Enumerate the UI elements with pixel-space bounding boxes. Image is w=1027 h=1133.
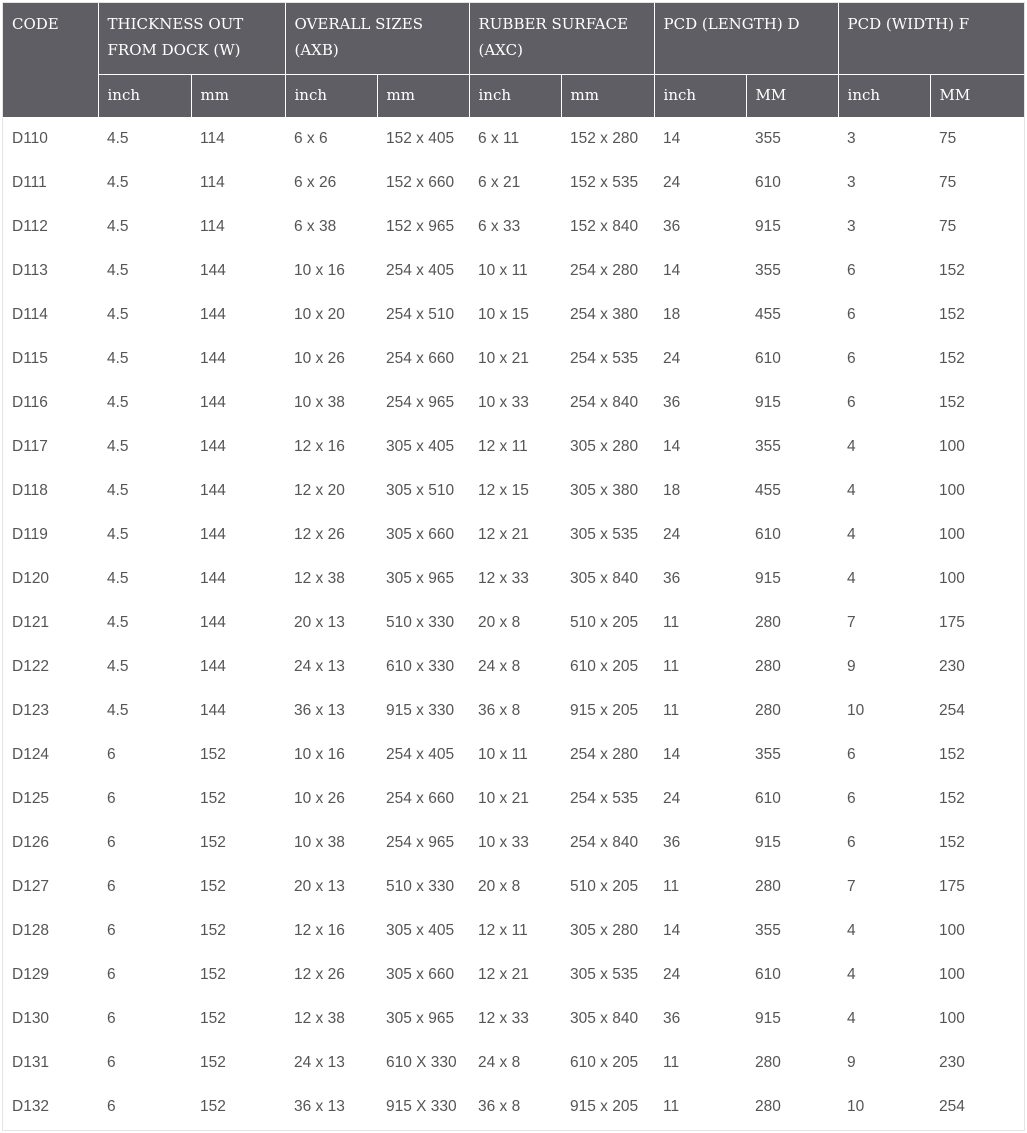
cell-rubber-inch: 6 x 11 <box>478 130 520 147</box>
table-row <box>3 557 1024 601</box>
cell-overall-mm: 254 x 405 <box>386 746 455 763</box>
unit-header: MM <box>746 74 838 117</box>
cell-pcd-width-inch: 6 <box>847 394 856 411</box>
cell-pcd-length-mm: 915 <box>755 218 781 235</box>
cell-pcd-length-mm: 610 <box>755 790 781 807</box>
cell-code: D115 <box>12 350 48 367</box>
cell-overall-inch: 12 x 16 <box>294 438 345 455</box>
cell-pcd-width-mm: 100 <box>939 922 965 939</box>
cell-rubber-mm: 610 x 205 <box>570 1054 639 1071</box>
cell-code: D129 <box>12 966 50 983</box>
cell-pcd-length-inch: 11 <box>663 1054 680 1071</box>
cell-rubber-mm: 510 x 205 <box>570 878 639 895</box>
cell-pcd-width-inch: 4 <box>847 438 856 455</box>
cell-thickness-inch: 6 <box>107 834 116 851</box>
cell-overall-mm: 152 x 660 <box>386 174 455 191</box>
cell-thickness-inch: 6 <box>107 922 116 939</box>
cell-pcd-width-inch: 4 <box>847 570 856 587</box>
cell-pcd-length-inch: 14 <box>663 746 681 763</box>
cell-overall-mm: 610 x 330 <box>386 658 455 675</box>
cell-rubber-inch: 24 x 8 <box>478 658 521 675</box>
table-row <box>3 733 1024 777</box>
cell-pcd-length-inch: 14 <box>663 262 681 279</box>
cell-rubber-inch: 36 x 8 <box>478 1097 521 1115</box>
cell-thickness-inch: 4.5 <box>107 130 129 147</box>
table-row <box>3 117 1024 161</box>
cell-pcd-width-inch: 3 <box>847 218 856 235</box>
cell-pcd-length-inch: 36 <box>663 1010 681 1027</box>
cell-overall-inch: 10 x 38 <box>294 394 345 411</box>
cell-pcd-length-inch: 24 <box>663 526 681 543</box>
unit-header: mm <box>561 74 654 117</box>
cell-pcd-width-mm: 100 <box>939 438 965 455</box>
cell-rubber-inch: 10 x 21 <box>478 350 529 367</box>
cell-pcd-length-mm: 280 <box>755 878 781 895</box>
cell-code: D111 <box>12 174 47 191</box>
cell-pcd-length-inch: 24 <box>663 350 681 367</box>
cell-code: D116 <box>12 394 48 411</box>
header-pcd-length: PCD (LENGTH) D <box>654 3 838 74</box>
cell-overall-inch: 10 x 26 <box>294 790 345 807</box>
cell-pcd-width-mm: 75 <box>939 174 957 191</box>
cell-pcd-length-mm: 610 <box>755 350 781 367</box>
table-container <box>3 3 1024 1128</box>
cell-overall-mm: 254 x 405 <box>386 262 455 279</box>
cell-thickness-inch: 4.5 <box>107 702 129 719</box>
cell-overall-mm: 510 x 330 <box>386 878 455 895</box>
cell-thickness-mm: 144 <box>200 526 226 543</box>
cell-rubber-inch: 10 x 15 <box>478 306 529 323</box>
cell-rubber-inch: 36 x 8 <box>478 702 521 719</box>
cell-pcd-width-inch: 6 <box>847 306 856 323</box>
cell-overall-mm: 152 x 405 <box>386 130 455 147</box>
cell-thickness-inch: 4.5 <box>107 482 129 499</box>
cell-pcd-length-mm: 280 <box>755 1054 781 1071</box>
cell-pcd-width-inch: 4 <box>847 482 856 499</box>
cell-thickness-mm: 152 <box>200 922 226 939</box>
table-body <box>3 117 1024 1128</box>
cell-overall-inch: 12 x 38 <box>294 570 345 587</box>
cell-rubber-inch: 12 x 11 <box>478 922 528 939</box>
cell-pcd-length-mm: 610 <box>755 526 781 543</box>
cell-thickness-inch: 4.5 <box>107 350 129 367</box>
cell-pcd-width-mm: 75 <box>939 130 957 147</box>
cell-pcd-length-inch: 14 <box>663 438 681 455</box>
table-row <box>3 645 1024 689</box>
cell-rubber-inch: 12 x 11 <box>478 438 528 455</box>
cell-rubber-mm: 152 x 840 <box>570 218 639 235</box>
cell-code: D131 <box>12 1054 50 1071</box>
cell-pcd-length-mm: 355 <box>755 262 781 279</box>
cell-thickness-inch: 6 <box>107 966 116 983</box>
unit-header: mm <box>377 74 469 117</box>
cell-pcd-length-inch: 11 <box>663 878 680 895</box>
cell-pcd-length-inch: 11 <box>663 614 680 631</box>
cell-pcd-width-inch: 3 <box>847 174 856 191</box>
cell-code: D124 <box>12 746 50 763</box>
cell-pcd-width-mm: 100 <box>939 570 965 587</box>
cell-overall-mm: 305 x 405 <box>386 922 455 939</box>
cell-thickness-inch: 6 <box>107 1097 116 1115</box>
cell-rubber-mm: 305 x 380 <box>570 482 639 499</box>
cell-overall-inch: 36 x 13 <box>294 702 345 719</box>
cell-pcd-length-mm: 355 <box>755 438 781 455</box>
cell-pcd-width-mm: 152 <box>939 350 965 367</box>
cell-pcd-width-mm: 100 <box>939 1010 965 1027</box>
cell-code: D117 <box>12 438 48 455</box>
cell-pcd-length-mm: 355 <box>755 922 781 939</box>
cell-rubber-mm: 305 x 840 <box>570 1010 639 1027</box>
cell-overall-inch: 36 x 13 <box>294 1097 345 1115</box>
cell-rubber-mm: 152 x 535 <box>570 174 639 191</box>
cell-pcd-width-inch: 4 <box>847 1010 856 1027</box>
cell-code: D122 <box>12 658 50 675</box>
cell-pcd-length-mm: 355 <box>755 130 781 147</box>
cell-code: D120 <box>12 570 50 587</box>
cell-pcd-width-inch: 9 <box>847 658 856 675</box>
cell-pcd-width-inch: 6 <box>847 350 856 367</box>
cell-pcd-width-mm: 75 <box>939 218 957 235</box>
cell-rubber-mm: 305 x 280 <box>570 438 639 455</box>
cell-rubber-mm: 254 x 840 <box>570 394 639 411</box>
header-pcd-width: PCD (WIDTH) F <box>838 3 1024 74</box>
cell-overall-inch: 10 x 38 <box>294 834 345 851</box>
cell-thickness-inch: 4.5 <box>107 438 129 455</box>
cell-pcd-width-mm: 230 <box>939 658 965 675</box>
unit-header: mm <box>191 74 285 117</box>
cell-thickness-inch: 4.5 <box>107 174 129 191</box>
cell-thickness-inch: 6 <box>107 790 116 807</box>
cell-pcd-width-mm: 254 <box>939 702 965 719</box>
cell-thickness-inch: 6 <box>107 1054 116 1071</box>
cell-thickness-mm: 152 <box>200 1010 226 1027</box>
cell-thickness-mm: 144 <box>200 306 226 323</box>
header-code: CODE <box>3 3 98 117</box>
cell-pcd-width-mm: 175 <box>939 614 965 631</box>
header-row-units <box>3 74 1024 117</box>
cell-overall-inch: 10 x 26 <box>294 350 345 367</box>
cell-overall-mm: 254 x 965 <box>386 834 455 851</box>
cell-overall-mm: 610 X 330 <box>386 1054 457 1071</box>
table-row <box>3 865 1024 909</box>
cell-rubber-mm: 254 x 840 <box>570 834 639 851</box>
cell-thickness-mm: 144 <box>200 702 226 719</box>
cell-thickness-mm: 152 <box>200 966 226 983</box>
cell-overall-inch: 12 x 26 <box>294 526 345 543</box>
cell-pcd-width-inch: 9 <box>847 1054 856 1071</box>
cell-rubber-inch: 12 x 15 <box>478 482 529 499</box>
table-row <box>3 381 1024 425</box>
cell-pcd-width-mm: 100 <box>939 482 965 499</box>
cell-rubber-inch: 24 x 8 <box>478 1054 521 1071</box>
cell-rubber-mm: 610 x 205 <box>570 658 639 675</box>
cell-thickness-inch: 4.5 <box>107 526 129 543</box>
cell-pcd-width-inch: 4 <box>847 922 856 939</box>
cell-pcd-length-mm: 280 <box>755 1097 781 1115</box>
cell-thickness-mm: 144 <box>200 262 226 279</box>
cell-overall-mm: 254 x 660 <box>386 350 455 367</box>
cell-pcd-width-mm: 100 <box>939 966 965 983</box>
cell-pcd-length-inch: 36 <box>663 834 681 851</box>
cell-thickness-mm: 152 <box>200 1054 226 1071</box>
cell-pcd-length-inch: 36 <box>663 570 681 587</box>
cell-rubber-mm: 915 x 205 <box>570 702 639 719</box>
cell-pcd-length-inch: 11 <box>663 658 680 675</box>
cell-rubber-mm: 254 x 535 <box>570 350 639 367</box>
cell-pcd-width-inch: 6 <box>847 262 856 279</box>
cell-pcd-length-inch: 36 <box>663 394 681 411</box>
cell-pcd-width-inch: 7 <box>847 614 856 631</box>
cell-pcd-length-mm: 915 <box>755 394 781 411</box>
cell-pcd-width-mm: 152 <box>939 746 965 763</box>
cell-overall-mm: 915 x 330 <box>386 702 455 719</box>
cell-thickness-mm: 144 <box>200 570 226 587</box>
cell-pcd-width-inch: 10 <box>847 702 865 719</box>
cell-overall-mm: 305 x 965 <box>386 570 455 587</box>
cell-thickness-mm: 144 <box>200 394 226 411</box>
cell-overall-mm: 305 x 405 <box>386 438 455 455</box>
cell-pcd-width-mm: 254 <box>939 1097 965 1115</box>
cell-pcd-length-mm: 915 <box>755 1010 781 1027</box>
cell-pcd-width-mm: 100 <box>939 526 965 543</box>
cell-pcd-length-mm: 455 <box>755 482 781 499</box>
cell-code: D127 <box>12 878 50 895</box>
cell-code: D132 <box>12 1097 50 1115</box>
header-thickness: THICKNESS OUT FROM DOCK (W) <box>98 3 285 74</box>
cell-pcd-width-inch: 3 <box>847 130 856 147</box>
table-row <box>3 293 1024 337</box>
cell-rubber-inch: 12 x 33 <box>478 570 529 587</box>
table-row <box>3 601 1024 645</box>
cell-pcd-length-mm: 915 <box>755 570 781 587</box>
cell-thickness-mm: 144 <box>200 482 226 499</box>
cell-pcd-width-mm: 230 <box>939 1054 965 1071</box>
cell-overall-mm: 305 x 660 <box>386 966 455 983</box>
cell-thickness-inch: 6 <box>107 878 116 895</box>
cell-overall-inch: 20 x 13 <box>294 614 345 631</box>
cell-thickness-inch: 4.5 <box>107 570 129 587</box>
cell-overall-mm: 254 x 510 <box>386 306 455 323</box>
cell-thickness-inch: 4.5 <box>107 658 129 675</box>
cell-pcd-length-mm: 455 <box>755 306 781 323</box>
dock-fender-spec-table <box>3 3 1024 1128</box>
cell-overall-inch: 10 x 20 <box>294 306 345 323</box>
cell-thickness-inch: 6 <box>107 746 116 763</box>
cell-pcd-length-mm: 280 <box>755 702 781 719</box>
cell-overall-inch: 6 x 26 <box>294 174 337 191</box>
cell-pcd-length-mm: 280 <box>755 614 781 631</box>
cell-overall-inch: 12 x 20 <box>294 482 345 499</box>
cell-rubber-mm: 254 x 280 <box>570 262 639 279</box>
table-row <box>3 909 1024 953</box>
cell-overall-inch: 6 x 6 <box>294 130 328 147</box>
cell-rubber-mm: 305 x 280 <box>570 922 639 939</box>
cell-code: D118 <box>12 482 48 499</box>
cell-overall-mm: 152 x 965 <box>386 218 455 235</box>
cell-pcd-width-inch: 4 <box>847 526 856 543</box>
cell-pcd-length-mm: 610 <box>755 966 781 983</box>
cell-thickness-mm: 152 <box>200 790 226 807</box>
unit-header: inch <box>469 74 561 117</box>
cell-code: D114 <box>12 306 48 323</box>
cell-pcd-width-mm: 152 <box>939 834 965 851</box>
cell-rubber-mm: 305 x 535 <box>570 966 639 983</box>
cell-rubber-inch: 12 x 21 <box>478 966 529 983</box>
cell-code: D130 <box>12 1010 50 1027</box>
table-row <box>3 337 1024 381</box>
cell-overall-mm: 254 x 660 <box>386 790 455 807</box>
cell-thickness-mm: 152 <box>200 878 226 895</box>
cell-code: D123 <box>12 702 50 719</box>
unit-header: inch <box>285 74 377 117</box>
cell-pcd-length-inch: 36 <box>663 218 681 235</box>
cell-rubber-inch: 20 x 8 <box>478 614 521 631</box>
header-rubber-surface: RUBBER SURFACE (AXC) <box>469 3 654 74</box>
table-row <box>3 161 1024 205</box>
cell-rubber-mm: 152 x 280 <box>570 130 639 147</box>
cell-pcd-length-inch: 18 <box>663 306 681 323</box>
cell-pcd-length-inch: 11 <box>663 1097 680 1115</box>
cell-pcd-length-mm: 610 <box>755 174 781 191</box>
cell-overall-mm: 254 x 965 <box>386 394 455 411</box>
cell-overall-inch: 6 x 38 <box>294 218 337 235</box>
cell-rubber-inch: 10 x 11 <box>478 262 528 279</box>
cell-code: D119 <box>12 526 48 543</box>
cell-pcd-width-mm: 152 <box>939 790 965 807</box>
cell-thickness-mm: 144 <box>200 438 226 455</box>
table-row <box>3 249 1024 293</box>
cell-thickness-mm: 152 <box>200 834 226 851</box>
cell-overall-inch: 24 x 13 <box>294 1054 345 1071</box>
cell-rubber-mm: 510 x 205 <box>570 614 639 631</box>
cell-overall-inch: 24 x 13 <box>294 658 345 675</box>
cell-pcd-length-inch: 14 <box>663 130 681 147</box>
cell-rubber-inch: 10 x 33 <box>478 834 529 851</box>
cell-overall-mm: 915 X 330 <box>386 1097 457 1115</box>
cell-rubber-inch: 20 x 8 <box>478 878 521 895</box>
cell-pcd-length-inch: 24 <box>663 966 681 983</box>
cell-thickness-inch: 4.5 <box>107 614 129 631</box>
table-row <box>3 1041 1024 1085</box>
cell-code: D126 <box>12 834 50 851</box>
cell-pcd-length-inch: 11 <box>663 702 680 719</box>
cell-overall-mm: 305 x 965 <box>386 1010 455 1027</box>
cell-overall-inch: 12 x 16 <box>294 922 345 939</box>
cell-pcd-width-mm: 152 <box>939 306 965 323</box>
cell-pcd-width-mm: 175 <box>939 878 965 895</box>
cell-rubber-mm: 254 x 535 <box>570 790 639 807</box>
cell-overall-inch: 12 x 26 <box>294 966 345 983</box>
cell-overall-mm: 510 x 330 <box>386 614 455 631</box>
unit-header: inch <box>654 74 746 117</box>
cell-overall-inch: 10 x 16 <box>294 746 345 763</box>
cell-rubber-mm: 254 x 380 <box>570 306 639 323</box>
cell-pcd-length-inch: 14 <box>663 922 681 939</box>
cell-pcd-width-inch: 7 <box>847 878 856 895</box>
header-overall-sizes: OVERALL SIZES (AXB) <box>285 3 469 74</box>
cell-thickness-mm: 152 <box>200 746 226 763</box>
cell-overall-inch: 12 x 38 <box>294 1010 345 1027</box>
cell-rubber-mm: 915 x 205 <box>570 1097 639 1115</box>
cell-overall-inch: 20 x 13 <box>294 878 345 895</box>
cell-rubber-inch: 6 x 33 <box>478 218 521 235</box>
cell-pcd-width-mm: 152 <box>939 394 965 411</box>
cell-thickness-inch: 4.5 <box>107 394 129 411</box>
table-row <box>3 953 1024 997</box>
cell-pcd-width-inch: 6 <box>847 746 856 763</box>
cell-pcd-length-mm: 280 <box>755 658 781 675</box>
cell-rubber-inch: 10 x 33 <box>478 394 529 411</box>
cell-thickness-mm: 114 <box>200 174 225 191</box>
table-row <box>3 205 1024 249</box>
cell-rubber-mm: 254 x 280 <box>570 746 639 763</box>
header-row-groups <box>3 3 1024 74</box>
table-row <box>3 997 1024 1041</box>
cell-pcd-length-inch: 24 <box>663 174 681 191</box>
table-row <box>3 513 1024 557</box>
cell-overall-inch: 10 x 16 <box>294 262 345 279</box>
table-row <box>3 469 1024 513</box>
cell-pcd-width-mm: 152 <box>939 262 965 279</box>
cell-thickness-mm: 144 <box>200 658 226 675</box>
cell-thickness-mm: 144 <box>200 350 226 367</box>
cell-thickness-mm: 144 <box>200 614 226 631</box>
cell-thickness-mm: 152 <box>200 1097 226 1115</box>
cell-overall-mm: 305 x 510 <box>386 482 455 499</box>
cell-code: D110 <box>12 130 48 147</box>
table-row <box>3 1085 1024 1128</box>
unit-header: inch <box>838 74 930 117</box>
cell-pcd-width-inch: 10 <box>847 1097 865 1115</box>
cell-rubber-inch: 10 x 21 <box>478 790 529 807</box>
table-row <box>3 821 1024 865</box>
cell-pcd-length-inch: 24 <box>663 790 681 807</box>
table-row <box>3 777 1024 821</box>
cell-rubber-inch: 12 x 33 <box>478 1010 529 1027</box>
cell-pcd-width-inch: 6 <box>847 790 856 807</box>
cell-thickness-mm: 114 <box>200 218 225 235</box>
cell-pcd-length-inch: 18 <box>663 482 681 499</box>
cell-thickness-inch: 4.5 <box>107 262 129 279</box>
cell-thickness-inch: 6 <box>107 1010 116 1027</box>
cell-code: D121 <box>12 614 50 631</box>
cell-rubber-mm: 305 x 840 <box>570 570 639 587</box>
cell-pcd-width-inch: 4 <box>847 966 856 983</box>
table-row <box>3 689 1024 733</box>
cell-code: D128 <box>12 922 50 939</box>
cell-thickness-inch: 4.5 <box>107 306 129 323</box>
cell-pcd-length-mm: 915 <box>755 834 781 851</box>
cell-thickness-inch: 4.5 <box>107 218 129 235</box>
cell-code: D125 <box>12 790 50 807</box>
cell-code: D112 <box>12 218 48 235</box>
cell-rubber-inch: 12 x 21 <box>478 526 529 543</box>
cell-thickness-mm: 114 <box>200 130 225 147</box>
cell-rubber-inch: 6 x 21 <box>478 174 521 191</box>
table-row <box>3 425 1024 469</box>
cell-code: D113 <box>12 262 48 279</box>
unit-header: inch <box>98 74 191 117</box>
cell-overall-mm: 305 x 660 <box>386 526 455 543</box>
unit-header: MM <box>930 74 1024 117</box>
cell-pcd-width-inch: 6 <box>847 834 856 851</box>
cell-rubber-mm: 305 x 535 <box>570 526 639 543</box>
cell-pcd-length-mm: 355 <box>755 746 781 763</box>
cell-rubber-inch: 10 x 11 <box>478 746 528 763</box>
